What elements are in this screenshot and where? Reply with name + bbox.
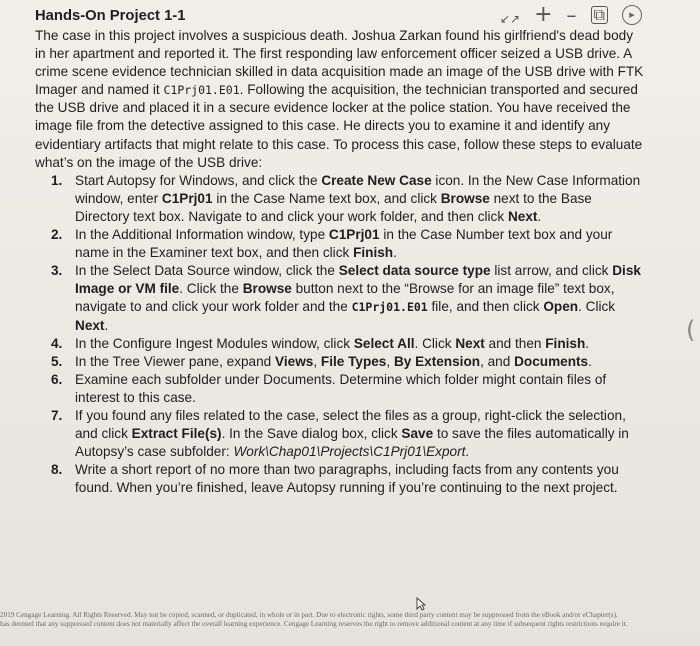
step-6: 6. Examine each subfolder under Documents. Determine which folder might contain files of interest to this case. [51, 371, 607, 405]
project-intro: The case in this project involves a suspicious death. Joshua Zarkan found his girlfriend's dead body in her apartment and reported it. The first responding law enforcement officer seized a USB drive. A crime scene evidence technician skilled in data acquisition made an image of the USB drive with FTK Imager and named it C1Prj01.E01. Following the acquisition, the technician transported and secured the USB drive and placed it in a secure evidence locker at the police station. You have received the image file from the detective assigned to this case. He directs you to examine it and identify any evidentiary artifacts that might relate to this case. To process this case, follow these steps to evaluate what’s on the image of the USB drive: [35, 28, 644, 170]
step-5: 5. In the Tree Viewer pane, expand Views, File Types, By Extension, and Documents. [51, 353, 592, 369]
step-7: 7. If you found any files related to the case, select the files as a group, right-click the selection, and click Extract File(s). In the Save dialog box, click Save to save the files automatically in Autopsy’s case subfolder: Work\Chap01\Projects\C1Prj01\Export. [51, 407, 629, 460]
collapse-icon[interactable]: ↙↗ [500, 12, 521, 26]
zoom-in-icon[interactable]: + [534, 2, 553, 27]
step-2: 2. In the Additional Information window, type C1Prj01 in the Case Number text box and your name in the Examiner text box, and then click Finish. [51, 227, 613, 261]
mouse-cursor-icon [416, 597, 426, 611]
footer-line-2: has deemed that any suppressed content does not materially affect the overall learning experience. Cengage Learning reserves the right to remove additional content at any time if subsequent rights restrictions require it. [0, 620, 628, 628]
step-1: 1. Start Autopsy for Windows, and click the Create New Case icon. In the New Case Information window, enter C1Prj01 in the Case Name text box, and click Browse next to the Base Directory text box. Navigate to and click your work folder, and then click Next. [51, 172, 641, 224]
footer-line-1: 2019 Cengage Learning. All Rights Reserved. May not be copied, scanned, or duplicated, in whole or in part. Due to electronic rights, some third party content may be suppressed from the eBook and/or eChapter(s). [0, 611, 618, 619]
play-icon[interactable]: ▸ [622, 5, 642, 25]
copyright-footer [0, 611, 700, 629]
step-4: 4. In the Configure Ingest Modules window, click Select All. Click Next and then Finish. [51, 335, 590, 351]
step-3: 3. In the Select Data Source window, click the Select data source type list arrow, and click Disk Image or VM file. Click the Browse button next to the “Browse for an image file” text box, navigate to and click your work folder and the C1Prj01.E01 file, and then click Open. Click Next. [51, 263, 641, 333]
image-filename: C1Prj01.E01 [163, 83, 240, 98]
zoom-out-icon[interactable]: – [566, 3, 577, 27]
side-panel-handle-icon[interactable]: ( [686, 316, 696, 344]
project-content [35, 3, 645, 497]
screenshot-icon[interactable]: ⧉ [591, 6, 608, 24]
step-8: 8. Write a short report of no more than two paragraphs, including facts from any contents you found. When you’re finished, leave Autopsy running if you’re continuing to the next project. [51, 462, 619, 496]
project-title: Hands-On Project 1-1 [35, 8, 186, 24]
steps-list [35, 172, 645, 498]
